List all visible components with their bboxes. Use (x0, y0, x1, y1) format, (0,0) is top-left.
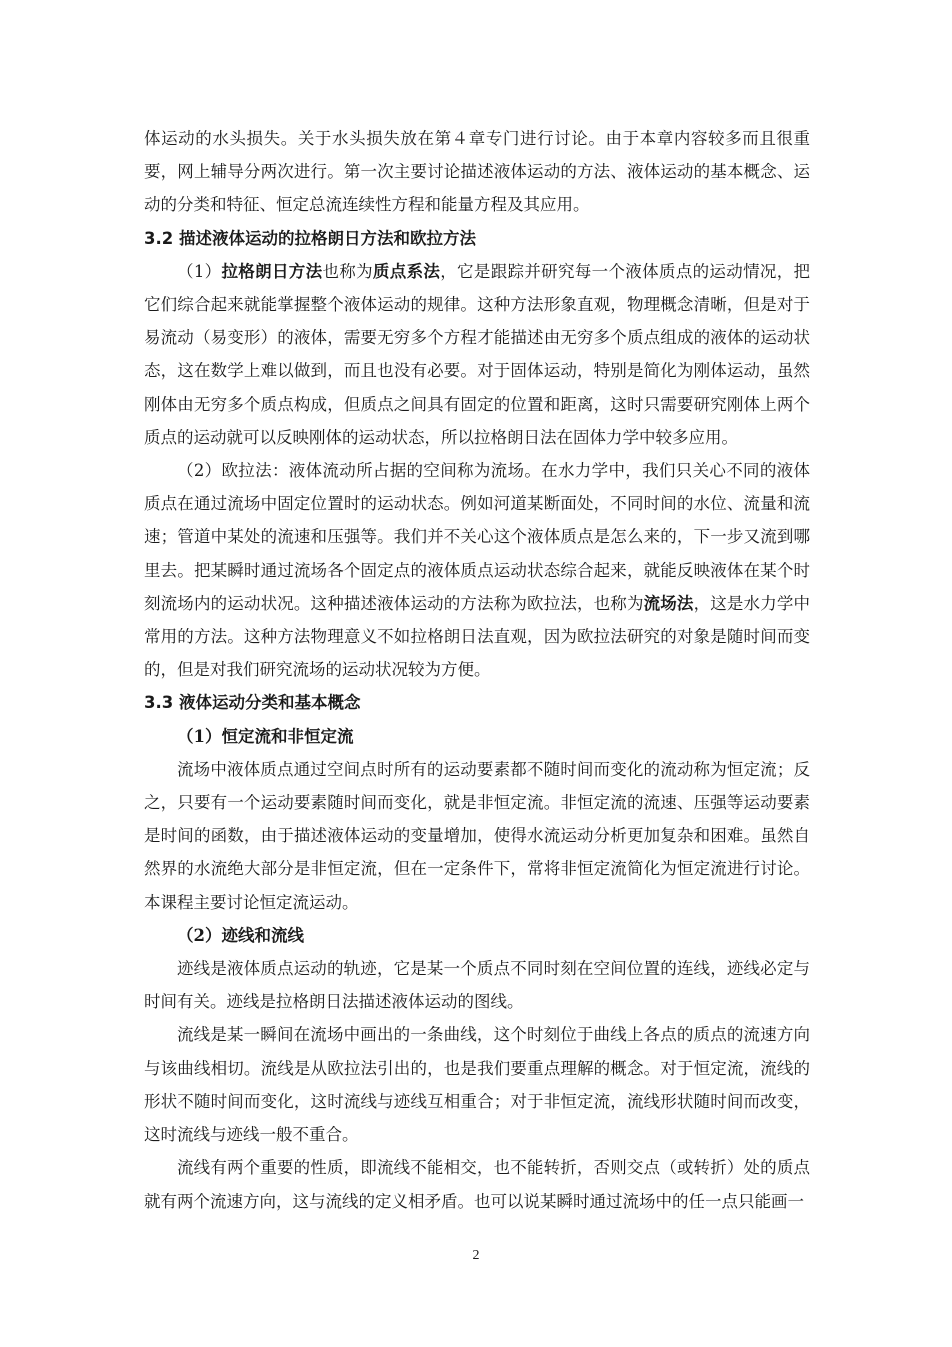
pathline-paragraph: 迹线是液体质点运动的轨迹，它是某一个质点不同时刻在空间位置的连线，迹线必定与时间有关。迹线是拉格朗日法描述液体运动的图线。 (144, 959, 810, 1012)
euler-prefix: （2）欧拉法： (177, 461, 289, 481)
euler-paragraph (144, 454, 810, 686)
page-number: 2 (472, 1248, 480, 1263)
lagrange-prefix: （1） (177, 261, 222, 281)
document-page (144, 122, 810, 1218)
subheading-steady-flow: （1）恒定流和非恒定流 (177, 726, 354, 746)
streamline-properties-paragraph: 流线有两个重要的性质，即流线不能相交，也不能转折，否则交点（或转折）处的质点就有两个流速方向，这与流线的定义相矛盾。也可以说某瞬时通过流场中的任一点只能画一 (144, 1158, 810, 1211)
intro-paragraph: 体运动的水头损失。关于水头损失放在第４章专门进行讨论。由于本章内容较多而且很重要，网上辅导分两次进行。第一次主要讨论描述液体运动的方法、液体运动的基本概念、运动的分类和特征、恒定总流连续性方程和能量方程及其应用。 (144, 129, 810, 215)
euler-term: 流场法 (643, 593, 694, 613)
streamline-paragraph: 流线是某一瞬间在流场中画出的一条曲线，这个时刻位于曲线上各点的质点的流速方向与该曲线相切。流线是从欧拉法引出的，也是我们要重点理解的概念。对于恒定流，流线的形状不随时间而变化，这时流线与迹线互相重合；对于非恒定流，流线形状随时间而改变，这时流线与迹线一般不重合。 (144, 1025, 810, 1145)
lagrange-paragraph (144, 255, 810, 454)
steady-flow-paragraph: 流场中液体质点通过空间点时所有的运动要素都不随时间而变化的流动称为恒定流；反之，只要有一个运动要素随时间而变化，就是非恒定流。非恒定流的流速、压强等运动要素是时间的函数，由于描述液体运动的变量增加，使得水流运动分析更加复杂和困难。虽然自然界的水流绝大部分是非恒定流，但在一定条件下，常将非恒定流简化为恒定流进行讨论。本课程主要讨论恒定流运动。 (144, 759, 810, 912)
lagrange-term: 拉格朗日方法 (221, 261, 323, 281)
euler-rest: ，这是水力学中常用的方法。这种方法物理意义不如拉格朗日法直观，因为欧拉法研究的对象是随时间而变的，但是对我们研究流场的运动状况较为方便。 (144, 593, 811, 680)
lagrange-mid: 也称为 (322, 261, 373, 281)
euler-text: 液体流动所占据的空间称为流场。在水力学中，我们只关心不同的液体质点在通过流场中固定位置时的运动状态。例如河道某断面处，不同时间的水位、流量和流速；管道中某处的流速和压强等。我们并不关心这个液体质点是怎么来的，下一步又流到哪里去。把某瞬时通过流场各个固定点的液体质点运动状态综合起来，就能反映液体在某个时刻流场内的运动状况。这种描述液体运动的方法称为欧拉法，也称为 (144, 461, 811, 613)
section-3-3-heading: 3.3 液体运动分类和基本概念 (144, 693, 361, 713)
subheading-pathline-streamline: （2）迹线和流线 (177, 925, 304, 945)
lagrange-rest: ，它是跟踪并研究每一个液体质点的运动情况，把它们综合起来就能掌握整个液体运动的规律。这种方法形象直观，物理概念清晰，但是对于易流动（易变形）的液体，需要无穷多个方程才能描述由无穷多个质点组成的液体的运动状态，这在数学上难以做到，而且也没有必要。对于固体运动，特别是简化为刚体运动，虽然刚体由无穷多个质点构成，但质点之间具有固定的位置和距离，这时只需要研究刚体上两个质点的运动就可以反映刚体的运动状态，所以拉格朗日法在固体力学中较多应用。 (144, 261, 811, 447)
section-3-2-heading: 3.2 描述液体运动的拉格朗日方法和欧拉方法 (144, 228, 476, 248)
lagrange-term2: 质点系法 (372, 261, 441, 281)
